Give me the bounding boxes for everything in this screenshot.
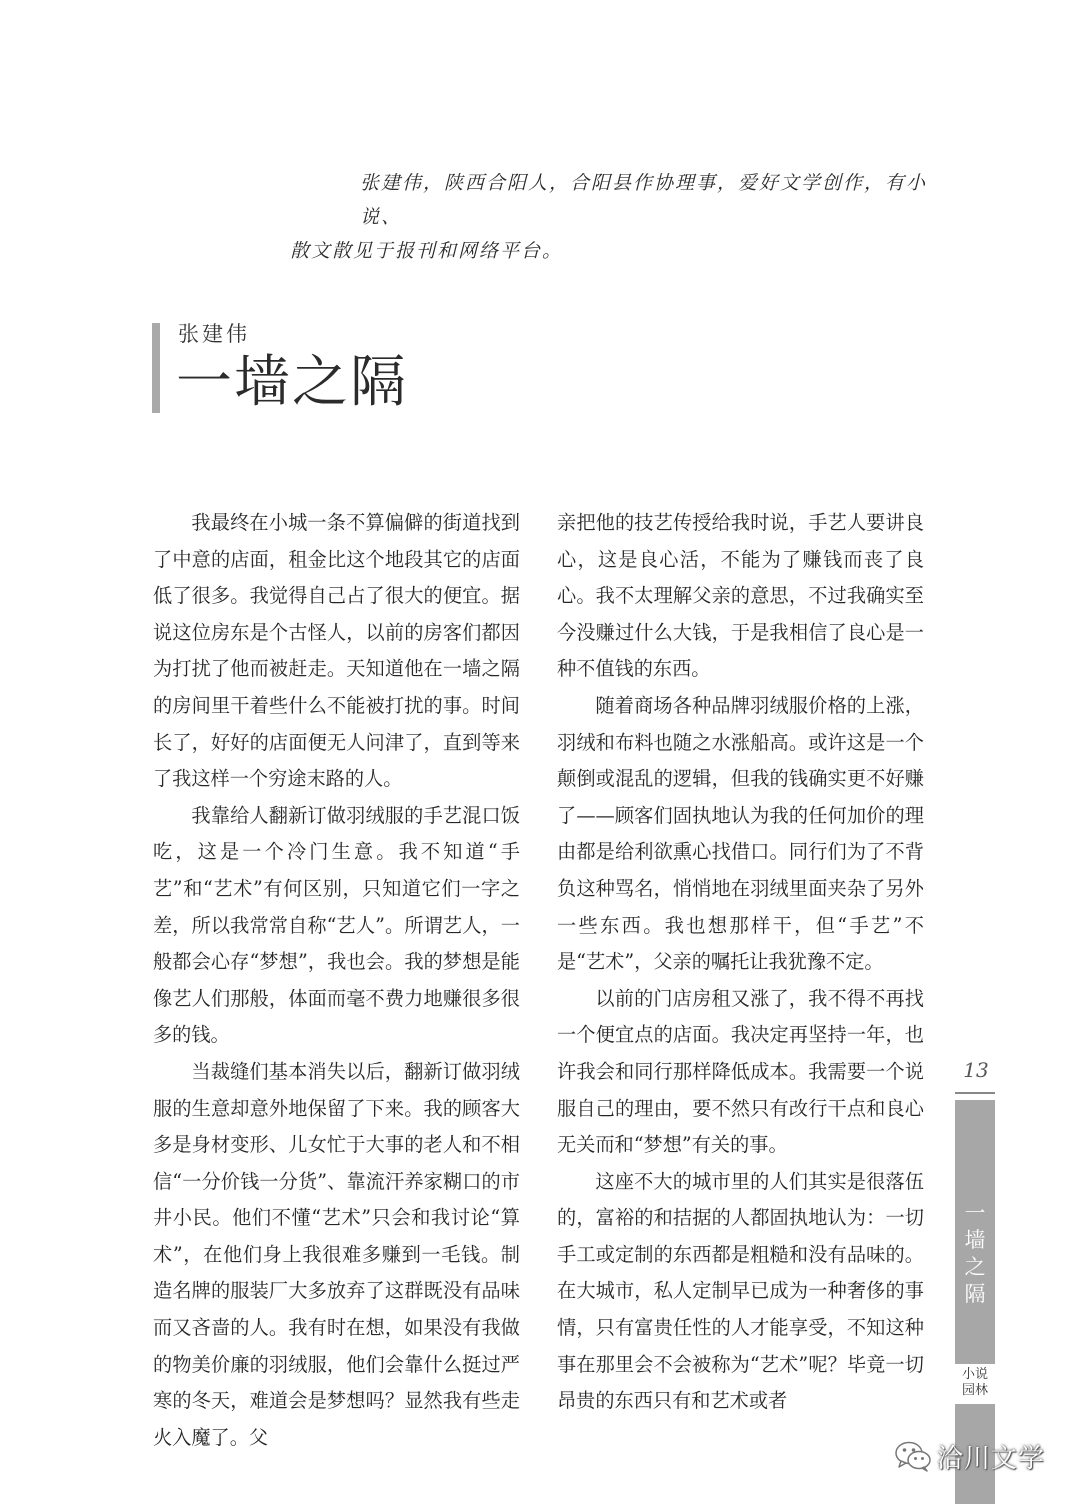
paragraph: 当裁缝们基本消失以后，翻新订做羽绒服的生意却意外地保留了下来。我的顾客大多是身材变形、儿女忙于大事的老人和不相信“一分价钱一分货”、靠流汗养家糊口的市井小民。他们不懂“艺术”只会和我讨论“算术”，在他们身上我很难多赚到一毛钱。制造名牌的服装厂大多放弃了这群既没有品味而又吝啬的人。我有时在想，如果没有我做的物美价廉的羽绒服，他们会靠什么挺过严寒的冬天，难道会是梦想吗？显然我有些走火入魔了。父 [153, 1059, 520, 1449]
title-accent-bar [152, 323, 160, 413]
section-label-line-2: 园林 [961, 1383, 988, 1398]
side-tab-char: 之 [964, 1255, 986, 1279]
author-bio-line-2: 散文散见于报刊和网络平台。 [290, 240, 564, 262]
author-bio [290, 166, 930, 268]
side-tab-title [955, 1200, 995, 1308]
side-tab-char: 一 [964, 1201, 986, 1225]
section-label [955, 1364, 995, 1404]
right-text-column [557, 505, 924, 1420]
watermark-text: 洽川文学 [937, 1443, 1046, 1474]
author-bio-line-1: 张建伟，陕西合阳人，合阳县作协理事，爱好文学创作，有小说、 [360, 172, 928, 228]
side-tab-char: 墙 [964, 1228, 986, 1252]
wechat-icon [893, 1439, 933, 1473]
side-tab-char: 隔 [964, 1282, 986, 1306]
watermark [893, 1436, 1045, 1476]
paragraph: 以前的门店房租又涨了，我不得不再找一个便宜点的店面。我决定再坚持一年，也许我会和同行那样降低成本。我需要一个说服自己的理由，要不然只有改行干点和良心无关而和“梦想”有关的事。 [557, 986, 924, 1157]
page-number: 13 [963, 1058, 989, 1082]
paragraph: 这座不大的城市里的人们其实是很落伍的，富裕的和拮据的人都固执地认为：一切手工或定制的东西都是粗糙和没有品味的。在大城市，私人定制早已成为一种奢侈的事情，只有富贵任性的人才能享受，不知这种事在那里会不会被称为“艺术”呢？毕竟一切昂贵的东西只有和艺术或者 [557, 1169, 924, 1413]
page-number-divider [955, 1092, 995, 1094]
author-name: 张建伟 [178, 322, 250, 346]
section-label-line-1: 小说 [961, 1367, 988, 1382]
paragraph: 我最终在小城一条不算偏僻的街道找到了中意的店面，租金比这个地段其它的店面低了很多。我觉得自己占了很大的便宜。据说这位房东是个古怪人，以前的房客们都因为打扰了他而被赶走。天知道他在一墙之隔的房间里干着些什么不能被打扰的事。时间长了，好好的店面便无人问津了，直到等来了我这样一个穷途末路的人。 [153, 511, 520, 791]
paragraph: 亲把他的技艺传授给我时说，手艺人要讲良心，这是良心活，不能为了赚钱而丧了良心。我不太理解父亲的意思，不过我确实至今没赚过什么大钱，于是我相信了良心是一种不值钱的东西。 [557, 511, 924, 681]
paragraph: 我靠给人翻新订做羽绒服的手艺混口饭吃，这是一个冷门生意。我不知道“手艺”和“艺术”有何区别，只知道它们一字之差，所以我常常自称“艺人”。所谓艺人，一般都会心存“梦想”，我也会。我的梦想是能像艺人们那般，体面而毫不费力地赚很多很多的钱。 [153, 803, 520, 1047]
left-text-column [153, 505, 520, 1456]
article-title: 一墙之隔 [176, 350, 408, 415]
paragraph: 随着商场各种品牌羽绒服价格的上涨，羽绒和布料也随之水涨船高。或许这是一个颠倒或混乱的逻辑，但我的钱确实更不好赚了——顾客们固执地认为我的任何加价的理由都是给利欲熏心找借口。同行们为了不背负这种骂名，悄悄地在羽绒里面夹杂了另外一些东西。我也想那样干，但“手艺”不是“艺术”，父亲的嘱托让我犹豫不定。 [557, 693, 924, 974]
